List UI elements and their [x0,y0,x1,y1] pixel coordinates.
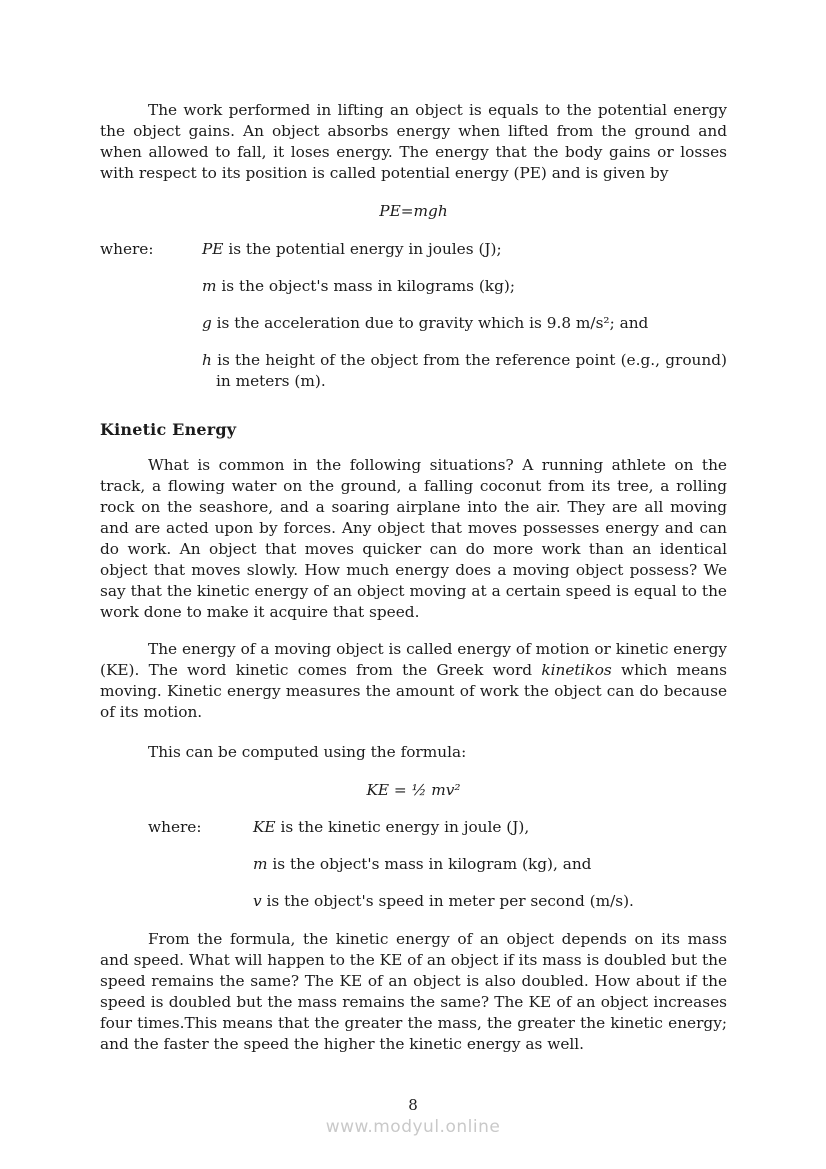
paragraph-part: The energy of a moving object is called energy of motion or kinetic energy (KE). The word kinetic comes from the Greek word [100,640,727,679]
term-m: m [202,277,217,295]
page-number: 8 [408,1096,418,1114]
definition-ke-text: is the kinetic energy in joule (J), [275,818,530,836]
term-pe: PE [202,240,224,258]
where-label: where: [148,818,202,836]
word-kinetikos: kinetikos [541,661,612,679]
where-label-spacer [100,276,202,297]
where-block-kinetic-energy [148,817,727,912]
definition-mass [202,276,727,297]
definition-mass-ke [253,854,727,875]
page-content [100,100,727,1055]
paragraph-conclusion: From the formula, the kinetic energy of an object depends on its mass and speed. What will happen to the KE of an object if its mass is doubled but the speed remains the same? The KE of an object is also doubled. How about if the speed is doubled but the mass remains the same? The KE of an object increases four times.This means that the greater the mass, the greater the kinetic energy; and the faster the speed the higher the kinetic energy as well. [100,930,727,1053]
where-label: where: [100,240,154,258]
where-row-speed [148,891,727,912]
term-g: g [202,314,212,332]
definition-speed-text: is the object's speed in meter per second (m/s). [261,892,634,910]
where-row-mass-ke [148,854,727,875]
where-block-potential-energy [100,239,727,392]
where-label-spacer [148,854,253,875]
definition-gravity-text: is the acceleration due to gravity which is 9.8 m/s²; and [211,314,649,332]
where-label-spacer [100,313,202,334]
definition-height [202,350,727,392]
paragraph-potential-energy: The work performed in lifting an object is equals to the potential energy the object gains. An object absorbs energy when lifted from the ground and when allowed to fall, it loses energy. The energy that the body gains or losses with respect to its position is called potential energy (PE) and is given by [100,101,727,182]
where-label-spacer [100,350,202,392]
where-row-pe [100,239,727,260]
where-row-height [100,350,727,392]
definition-pe-text: is the potential energy in joules (J); [223,240,502,258]
definition-pe [202,239,727,260]
paragraph-part: which means moving. Kinetic energy measures the amount of work the object can do because of its motion. [100,661,727,721]
heading-kinetic-energy: Kinetic Energy [100,420,237,439]
where-row-mass [100,276,727,297]
definition-ke [253,817,727,838]
paragraph-energy-of-motion [100,639,727,723]
where-label-spacer [148,891,253,912]
term-ke: KE [253,818,276,836]
definition-height-text: is the height of the object from the reference point (e.g., ground) in meters (m). [211,351,727,390]
term-m: m [253,855,268,873]
definition-gravity [202,313,727,334]
term-v: v [253,892,262,910]
formula-intro-line: This can be computed using the formula: [148,743,467,761]
definition-speed [253,891,727,912]
formula-potential-energy: PE=mgh [379,202,448,220]
where-row-gravity [100,313,727,334]
paragraph-situations: What is common in the following situations? A running athlete on the track, a flowing water on the ground, a falling coconut from its tree, a rolling rock on the seashore, and a soaring airplane into the air. They are all moving and are acted upon by forces. Any object that moves possesses energy and can do work. An object that moves quicker can do more work than an identical object that moves slowly. How much energy does a moving object possess? We say that the kinetic energy of an object moving at a certain speed is equal to the work done to make it acquire that speed. [100,456,727,621]
definition-mass-text: is the object's mass in kilograms (kg); [216,277,515,295]
term-h: h [202,351,212,369]
where-row-ke [148,817,727,838]
watermark-url: www.modyul.online [325,1117,501,1137]
definition-mass-ke-text: is the object's mass in kilogram (kg), and [267,855,592,873]
formula-kinetic-energy: KE = ½ mv² [366,781,461,799]
